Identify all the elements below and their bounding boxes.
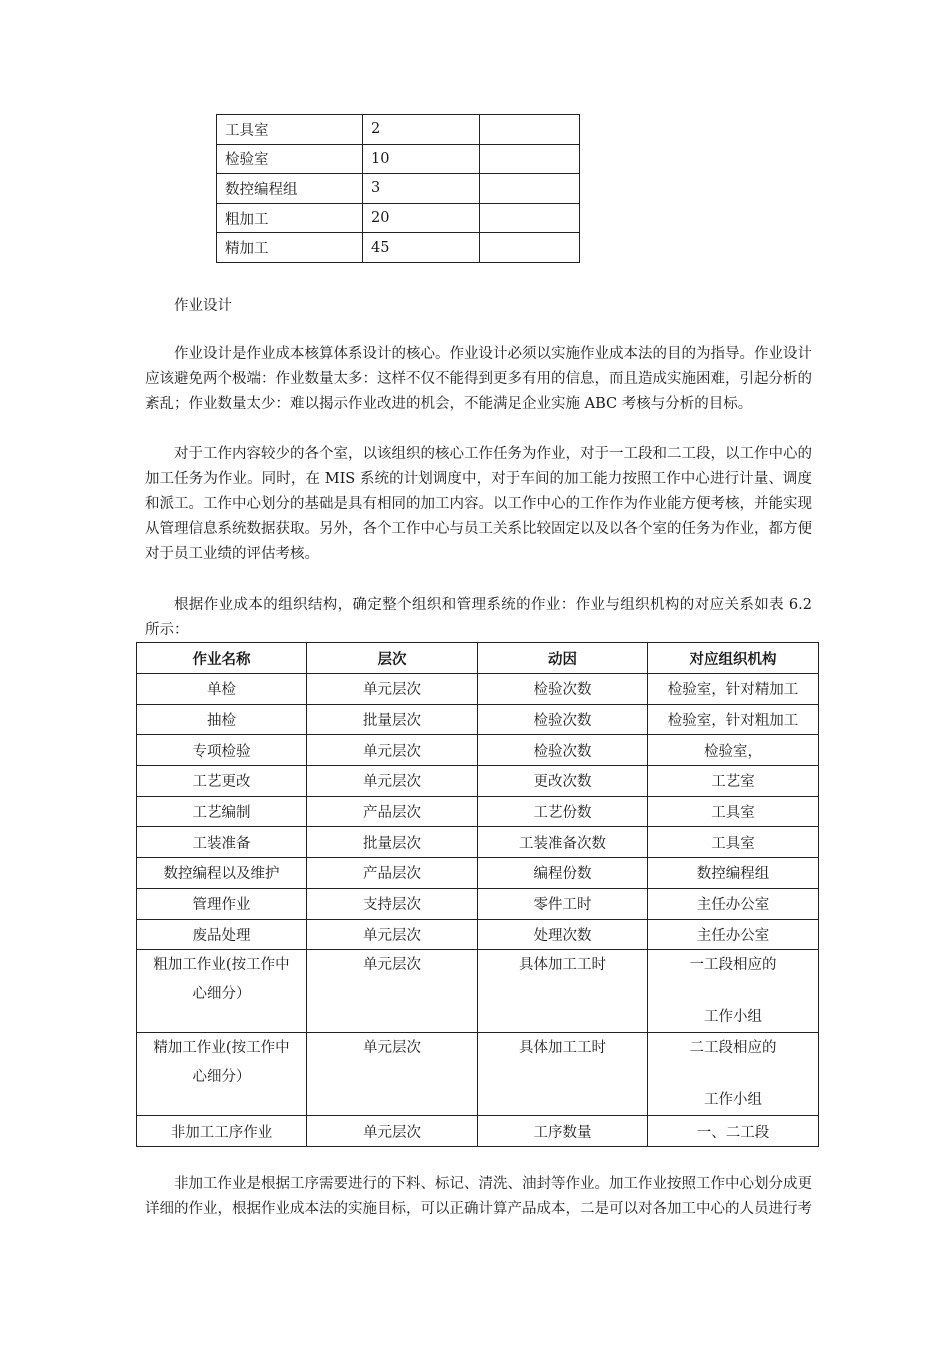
table-header-row <box>137 643 819 674</box>
table-cell: 20 <box>363 203 480 233</box>
table-row <box>217 203 580 233</box>
table-row <box>217 144 580 174</box>
table-row <box>137 1116 819 1147</box>
table-cell: 批量层次 <box>307 827 478 858</box>
table-cell: 废品处理 <box>137 919 307 950</box>
table-cell: 主任办公室 <box>648 888 819 919</box>
table-cell: 工装准备 <box>137 827 307 858</box>
cell-text-line: 一工段相应的 <box>689 957 777 974</box>
table-cell: 工艺份数 <box>478 796 648 827</box>
table-cell: 检验室 <box>217 144 363 174</box>
table-row <box>217 233 580 263</box>
table-cell: 数控编程组 <box>648 858 819 889</box>
cell-text-line: 二工段相应的 <box>689 1040 777 1057</box>
table-cell: 处理次数 <box>478 919 648 950</box>
table-cell: 单元层次 <box>307 1033 478 1116</box>
table-cell <box>648 1033 819 1116</box>
table-cell: 具体加工工时 <box>478 1033 648 1116</box>
table-row <box>137 950 819 1033</box>
column-header-driver: 动因 <box>478 643 648 674</box>
table-cell: 编程份数 <box>478 858 648 889</box>
table-cell: 批量层次 <box>307 704 478 735</box>
table-cell: 数控编程以及维护 <box>137 858 307 889</box>
table-cell: 3 <box>363 174 480 204</box>
table-cell: 单元层次 <box>307 766 478 797</box>
table-cell: 10 <box>363 144 480 174</box>
table-cell: 检验次数 <box>478 735 648 766</box>
table-row <box>137 888 819 919</box>
table-cell: 单检 <box>137 674 307 705</box>
table-cell: 更改次数 <box>478 766 648 797</box>
table-cell: 检验室，针对粗加工 <box>648 704 819 735</box>
table-cell: 抽检 <box>137 704 307 735</box>
table-cell: 检验次数 <box>478 704 648 735</box>
table-cell: 数控编程组 <box>217 174 363 204</box>
cell-spacer <box>652 1063 814 1086</box>
table-cell: 检验室，针对精加工 <box>648 674 819 705</box>
column-header-organization: 对应组织机构 <box>648 643 819 674</box>
table-cell <box>480 174 580 204</box>
table-cell: 45 <box>363 233 480 263</box>
table-cell: 专项检验 <box>137 735 307 766</box>
table-cell: 管理作业 <box>137 888 307 919</box>
table-cell: 工具室 <box>648 796 819 827</box>
cell-text-line: 心细分） <box>192 986 251 1003</box>
table-row <box>137 1033 819 1116</box>
table-cell <box>480 203 580 233</box>
table-cell: 单元层次 <box>307 735 478 766</box>
table-cell: 工艺更改 <box>137 766 307 797</box>
table-cell: 单元层次 <box>307 674 478 705</box>
table-cell: 工序数量 <box>478 1116 648 1147</box>
table-cell: 非加工工序作业 <box>137 1116 307 1147</box>
table-cell: 工具室 <box>648 827 819 858</box>
table-row <box>137 827 819 858</box>
table-row <box>137 735 819 766</box>
table-row <box>137 919 819 950</box>
table-cell: 一、二工段 <box>648 1116 819 1147</box>
table-cell: 产品层次 <box>307 796 478 827</box>
table-cell: 具体加工工时 <box>478 950 648 1033</box>
paragraph-non-processing: 非加工作业是根据工序需要进行的下料、标记、清洗、油封等作业。加工作业按照工作中心划分成更详细的作业，根据作业成本法的实施目标，可以正确计算产品成本，二是可以对各加工中心的人员进行考 <box>145 1176 812 1217</box>
table-cell: 工艺编制 <box>137 796 307 827</box>
paragraph-work-center: 对于工作内容较少的各个室，以该组织的核心工作任务为作业，对于一工段和二工段，以工作中心的加工任务为作业。同时，在 MIS 系统的计划调度中，对于车间的加工能力按照工作中心进行计量、调度和派工。工作中心划分的基础是具有相同的加工内容。以工作中心的工作作为作业能方便考核，并能实现从管理信息系统数据获取。另外，各个工作中心与员工关系比较固定以及以各个室的任务为作业，都方便对于员工业绩的评估考核。 <box>145 446 812 562</box>
column-header-level: 层次 <box>307 643 478 674</box>
paragraph-activity-design: 作业设计是作业成本核算体系设计的核心。作业设计必须以实施作业成本法的目的为指导。作业设计应该避免两个极端：作业数量太多：这样不仅不能得到更多有用的信息，而且造成实施困难，引起分析的紊乱；作业数量太少：难以揭示作业改进的机会，不能满足企业实施 ABC 考核与分析的目标。 <box>145 346 812 412</box>
cell-text-line: 粗加工作业(按工作中 <box>153 957 290 974</box>
cell-text-line: 工作小组 <box>704 1092 762 1109</box>
table-cell: 精加工 <box>217 233 363 263</box>
table-cell: 单元层次 <box>307 1116 478 1147</box>
table-cell: 支持层次 <box>307 888 478 919</box>
table-cell <box>137 1033 307 1116</box>
table-row <box>137 674 819 705</box>
table-cell: 单元层次 <box>307 919 478 950</box>
table-cell <box>137 950 307 1033</box>
table-cell <box>648 950 819 1033</box>
table-row <box>217 174 580 204</box>
table-row <box>217 115 580 145</box>
table-cell <box>480 115 580 145</box>
table-cell: 粗加工 <box>217 203 363 233</box>
section-heading: 作业设计 <box>174 298 232 314</box>
activity-organization-table <box>136 642 819 1147</box>
table-cell: 工具室 <box>217 115 363 145</box>
table-cell: 单元层次 <box>307 950 478 1033</box>
cell-text-line: 心细分） <box>192 1069 251 1086</box>
cell-spacer <box>652 980 814 1003</box>
cell-text-line: 精加工作业(按工作中 <box>153 1040 290 1057</box>
column-header-activity: 作业名称 <box>137 643 307 674</box>
cell-text-line: 工作小组 <box>704 1009 762 1026</box>
table-cell <box>480 144 580 174</box>
table-cell: 主任办公室 <box>648 919 819 950</box>
table-row <box>137 858 819 889</box>
table-cell: 产品层次 <box>307 858 478 889</box>
table-cell: 检验室， <box>648 735 819 766</box>
table-row <box>137 796 819 827</box>
table-cell: 工装准备次数 <box>478 827 648 858</box>
table-cell: 检验次数 <box>478 674 648 705</box>
table-cell: 2 <box>363 115 480 145</box>
table-cell <box>480 233 580 263</box>
table-row <box>137 766 819 797</box>
table-cell: 工艺室 <box>648 766 819 797</box>
department-count-table <box>216 114 580 263</box>
table-cell: 零件工时 <box>478 888 648 919</box>
paragraph-table-intro: 根据作业成本的组织结构，确定整个组织和管理系统的作业：作业与组织机构的对应关系如表 6.2 所示： <box>145 597 812 638</box>
table-row <box>137 704 819 735</box>
